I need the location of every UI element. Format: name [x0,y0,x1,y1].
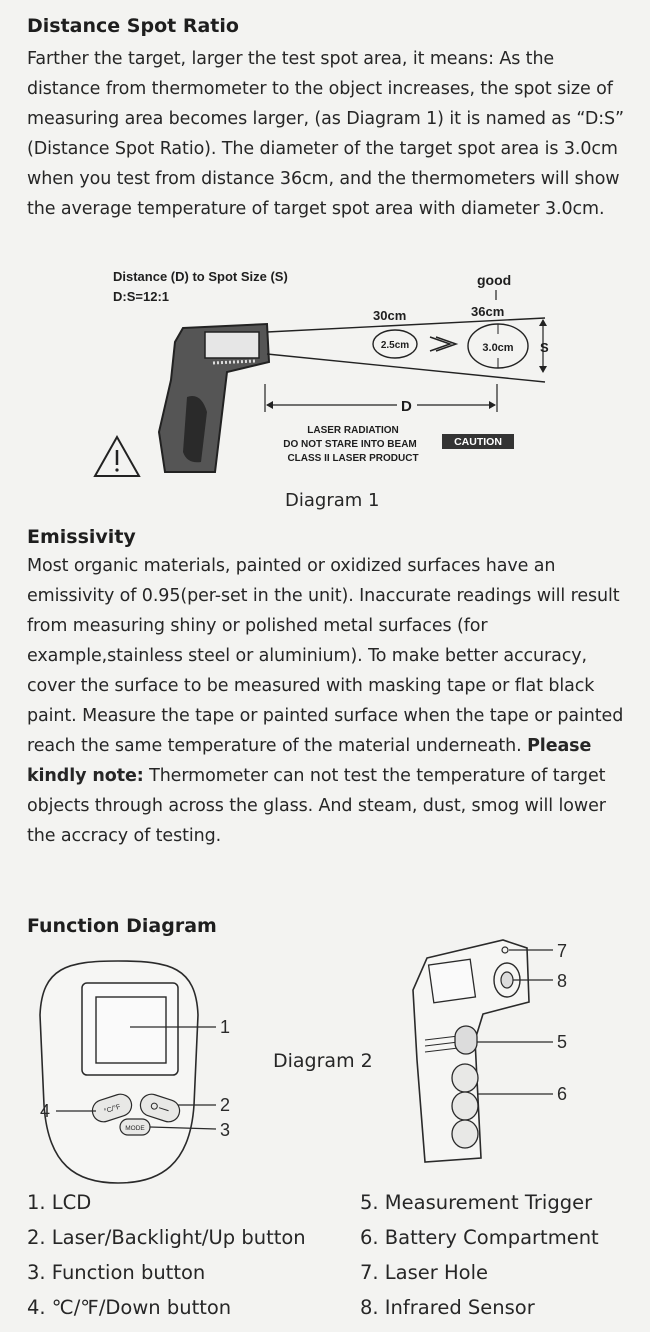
callout-1: 1 [220,1017,231,1037]
legend-item-function-button: 3. Function button [27,1261,206,1284]
callout-6: 6 [557,1084,568,1104]
legend-item-unit-down: 4. ℃/℉/Down button [27,1296,232,1319]
unit-toggle-button-label: °C/°F [103,1103,122,1116]
legend-item-laser-hole: 7. Laser Hole [360,1261,488,1284]
battery-compartment-button-3 [452,1120,478,1148]
good-label: good [477,272,512,288]
dist-far-label: 36cm [471,304,505,319]
warning-line2: DO NOT STARE INTO BEAM [283,439,417,450]
section-title-distance-spot-ratio: Distance Spot Ratio [27,15,239,37]
callout-2: 2 [220,1095,231,1115]
caution-badge-label: CAUTION [454,436,502,448]
thermometer-side-icon [159,324,269,472]
callout-7: 7 [557,941,568,961]
d-label: D [401,398,412,415]
diagram2-caption: Diagram 2 [273,1050,373,1072]
warning-line3: CLASS II LASER PRODUCT [287,453,419,464]
diagram1-title-line1: Distance (D) to Spot Size (S) [113,269,288,284]
legend-item-lcd: 1. LCD [27,1191,92,1214]
section-title-function-diagram: Function Diagram [27,915,217,937]
s-label: S [540,340,549,355]
legend-right [360,1185,599,1325]
legend-item-infrared-sensor: 8. Infrared Sensor [360,1296,535,1319]
emissivity-paragraph [27,551,627,851]
callout-4: 4 [40,1101,51,1121]
diagram-1-distance-spot [75,262,555,487]
legend-item-battery: 6. Battery Compartment [360,1226,599,1249]
mode-button-label: MODE [125,1125,145,1132]
callout-5: 5 [557,1032,568,1052]
warning-line1: LASER RADIATION [307,425,399,436]
legend-item-trigger: 5. Measurement Trigger [360,1191,593,1214]
callout-3: 3 [220,1120,231,1140]
diagram1-caption: Diagram 1 [285,490,380,511]
legend-item-laser-backlight-up: 2. Laser/Backlight/Up button [27,1226,306,1249]
battery-compartment-button-2 [452,1092,478,1120]
diagram-2-front-view [30,955,240,1195]
diagram-2-side-view [395,930,585,1180]
legend-left [27,1185,306,1325]
note-text: Thermometer can not test the temperature of target objects through across the glass. And steam, dust, smog will lower the accracy of testing. [27,766,606,846]
spot-far-label: 3.0cm [482,342,514,354]
diagram1-title-line2: D:S=12:1 [113,289,169,304]
side-lcd [429,959,476,1002]
note-label: Please kindly note: [27,736,592,786]
distance-spot-ratio-paragraph: Farther the target, larger the test spot area, it means: As the distance from thermometer to the object increases, the spot size of measuring area becomes larger, (as Diagram 1) it is named as “D:S” (Distance Spot Ratio). The diameter of the target spot area is 3.0cm when you test from distance 36cm, and the thermometers will show the average temperature of target spot area with diameter 3.0cm. [27,49,624,219]
dist-near-label: 30cm [373,308,407,323]
section-title-emissivity: Emissivity [27,526,136,548]
callout-8: 8 [557,971,568,991]
battery-compartment-button-1 [452,1064,478,1092]
measurement-trigger[interactable] [455,1026,477,1054]
warning-triangle-icon [95,437,139,476]
spot-near-label: 2.5cm [380,340,410,351]
emissivity-text: Most organic materials, painted or oxidized surfaces have an emissivity of 0.95(per-set in the unit). Inaccurate readings will result from measuring shiny or polished metal surfaces (for example,stainless steel or aluminium). To make better accuracy, cover the surface to be measured with masking tape or flat black paint. Measure the tape or painted surface when the tape or painted reach the same temperature of the material underneath. [27,556,624,756]
